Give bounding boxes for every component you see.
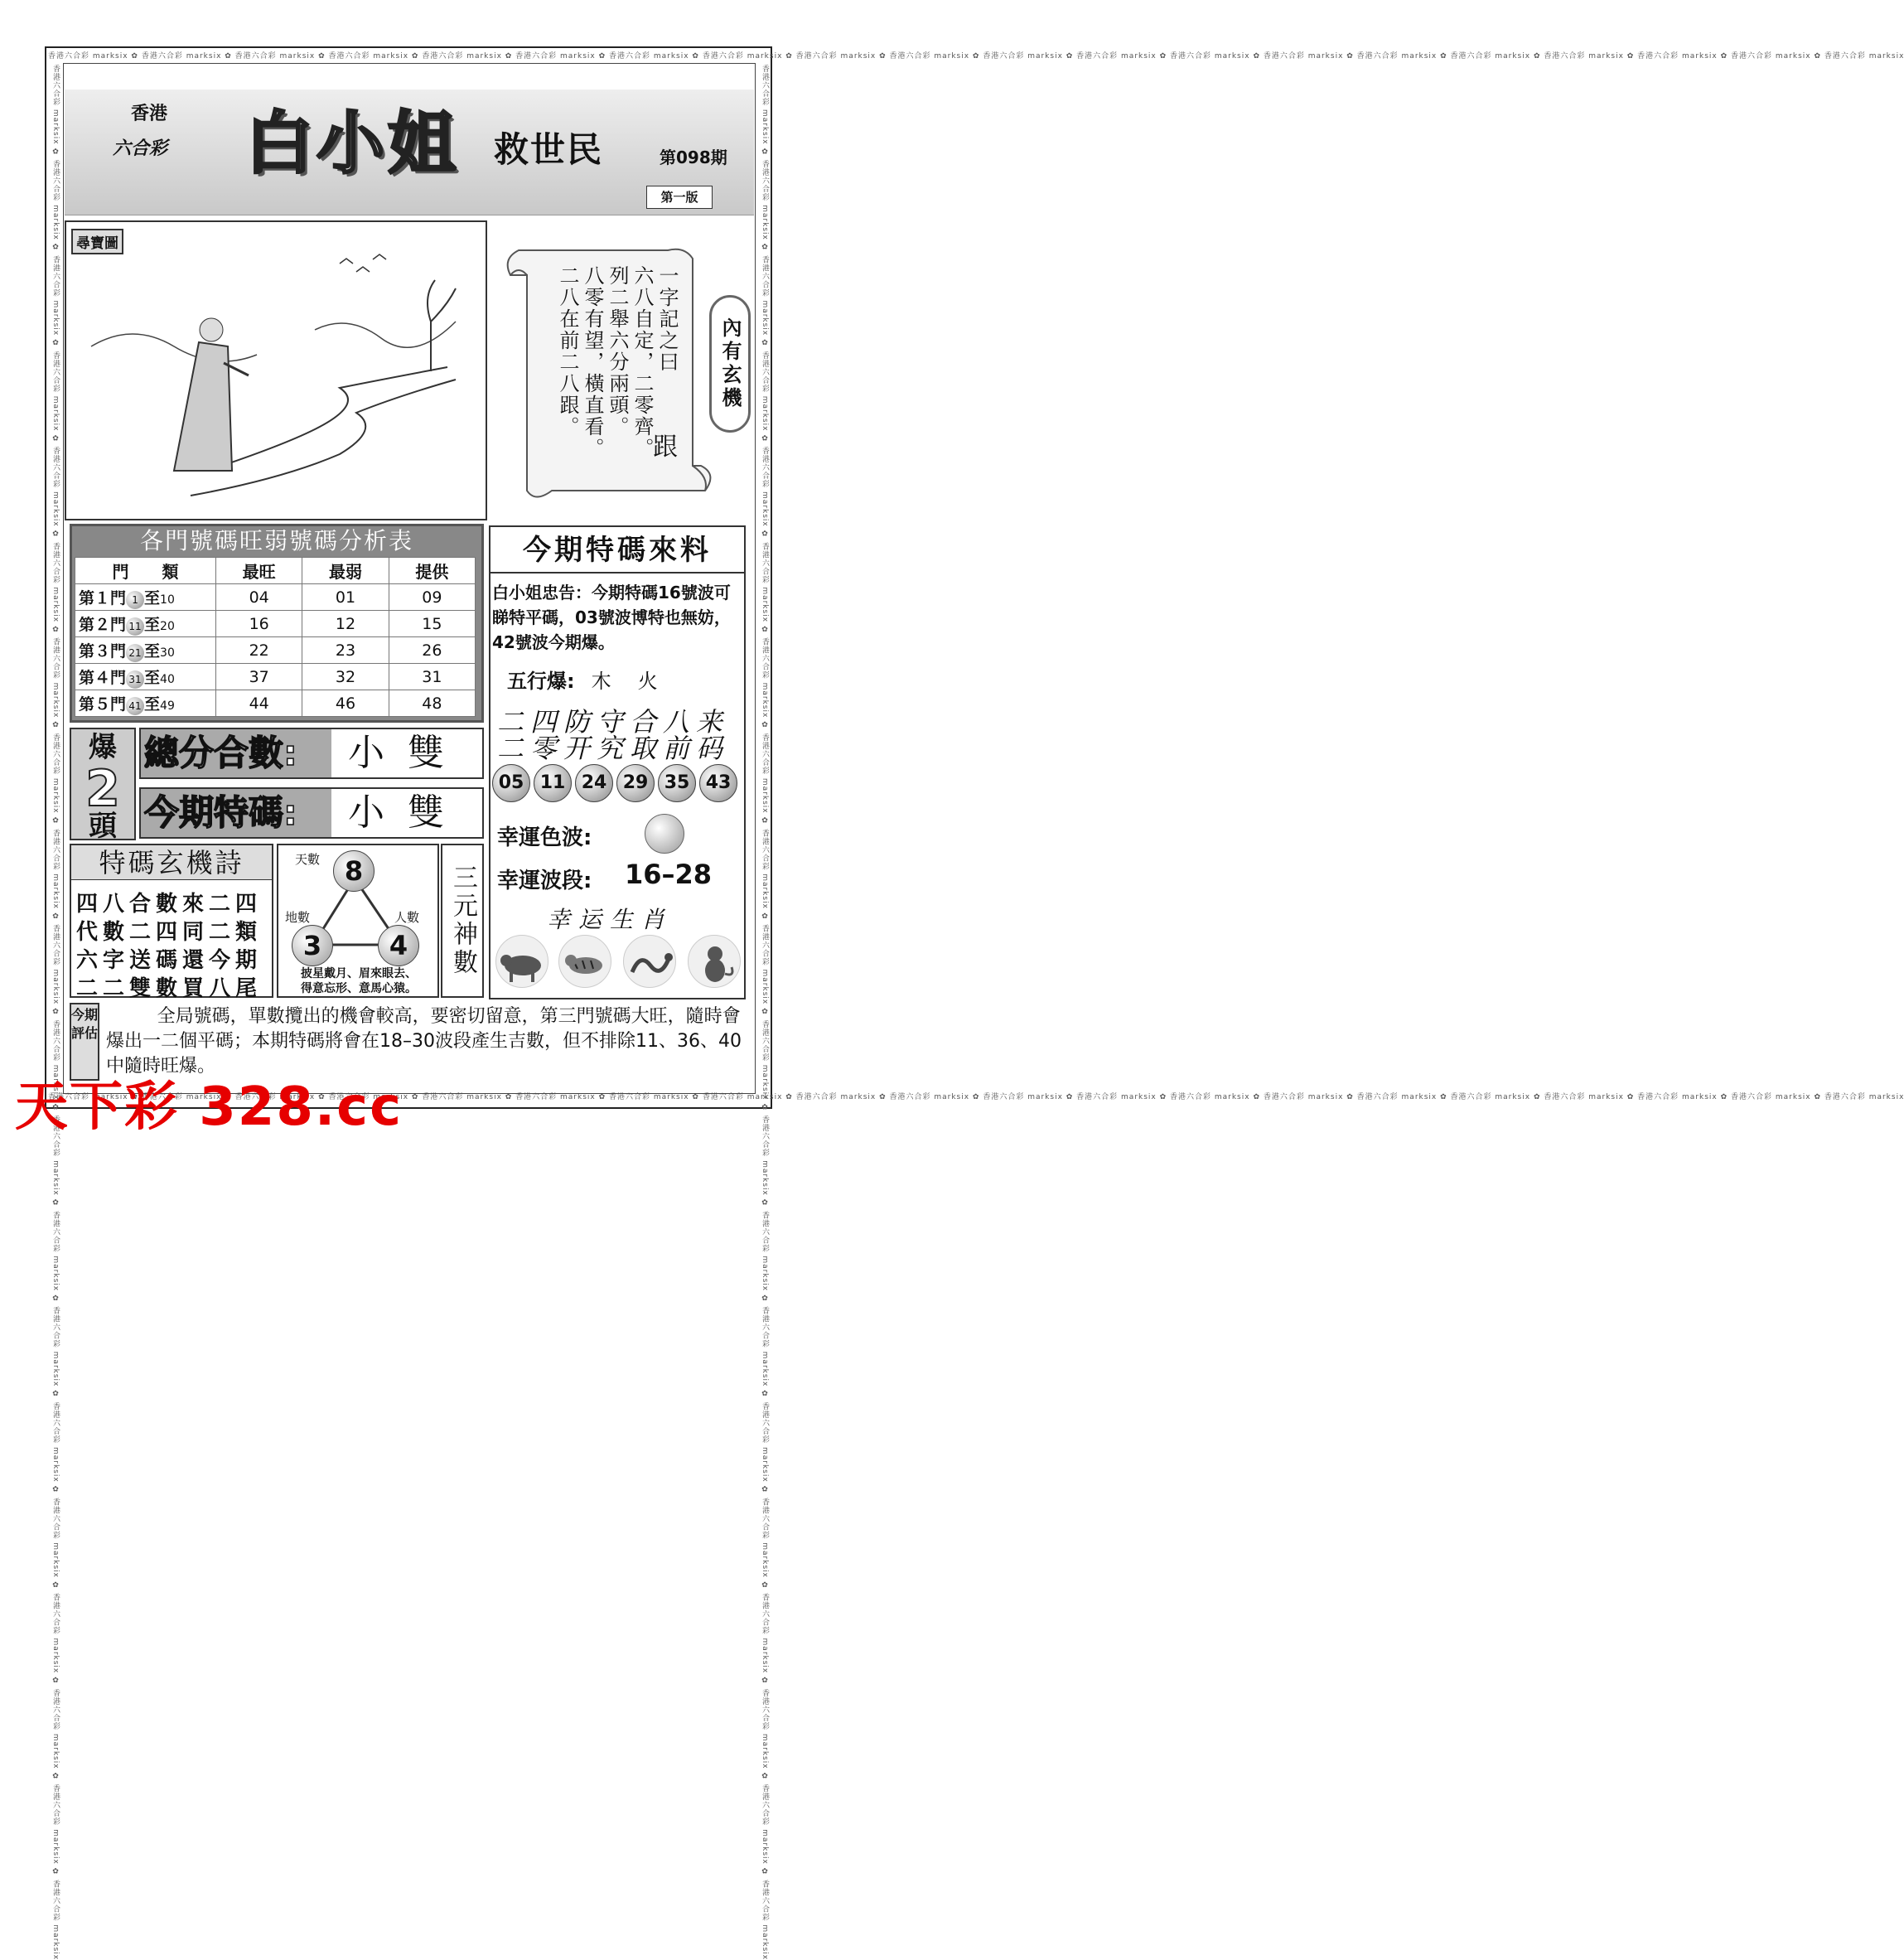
door-cell: 第１門 1 至10 xyxy=(75,584,216,611)
heaven-number-ball: 8 xyxy=(333,850,375,892)
hot-cell: 37 xyxy=(216,664,302,690)
poem-title: 特碼玄機詩 xyxy=(71,845,272,880)
door-cell: 第３門 21 至30 xyxy=(75,637,216,664)
cold-cell: 46 xyxy=(302,690,389,717)
number-ball: 29 xyxy=(616,764,655,802)
column-header: 最弱 xyxy=(302,558,389,584)
monkey-icon xyxy=(688,935,741,988)
poem-line: 代數二四同二類 xyxy=(76,920,263,945)
number-ball: 24 xyxy=(575,764,613,802)
range-start-ball: 1 xyxy=(126,591,144,609)
lucky-color-ball xyxy=(645,814,684,854)
hot-cell: 16 xyxy=(216,611,302,637)
pick-cell: 31 xyxy=(389,664,475,690)
picture-title: 尋寶圖 xyxy=(71,229,123,254)
human-number-label: 人數 xyxy=(394,910,420,925)
cold-cell: 23 xyxy=(302,637,389,664)
riddle-column-5: 二八在前二八跟。 xyxy=(556,265,579,438)
border-text: 香港六合彩 marksix ✿ 香港六合彩 marksix ✿ 香港六合彩 marksix ✿ 香港六合彩 marksix ✿ 香港六合彩 marksix ✿ 香港六合彩 marksix ✿ 香港六合彩 marksix ✿ 香港六合彩 marksix ✿ 香港六合彩 marksix ✿ 香港六合彩 marksix ✿ 香港六合彩 marksix ✿ 香港六合彩 marksix ✿ 香港六合彩 marksix ✿ 香港六合彩 marksix ✿ 香港六合彩 marksix ✿ 香港六合彩 marksix ✿ 香港六合彩 marksix ✿ 香港六合彩 marksix ✿ 香港六合彩 marksix ✿ 香港六合彩 marksix xyxy=(761,65,769,1960)
riddle-column-2: 六八自定，二零齊。 xyxy=(631,265,654,459)
riddle-column-3: 列二舉六分兩頭。 xyxy=(606,265,629,438)
hot-cell: 04 xyxy=(216,584,302,611)
tiger-icon xyxy=(558,935,611,988)
border-text: 香港六合彩 marksix ✿ 香港六合彩 marksix ✿ 香港六合彩 marksix ✿ 香港六合彩 marksix ✿ 香港六合彩 marksix ✿ 香港六合彩 marksix ✿ 香港六合彩 marksix ✿ 香港六合彩 marksix ✿ 香港六合彩 marksix ✿ 香港六合彩 marksix ✿ 香港六合彩 marksix ✿ 香港六合彩 marksix ✿ 香港六合彩 marksix ✿ 香港六合彩 marksix ✿ 香港六合彩 marksix ✿ 香港六合彩 marksix ✿ 香港六合彩 marksix ✿ 香港六合彩 marksix ✿ 香港六合彩 marksix ✿ 香港六合彩 marksix xyxy=(48,1093,1904,1101)
issue-number: 第098期 xyxy=(660,148,727,167)
number-ball: 43 xyxy=(699,764,737,802)
column-header: 最旺 xyxy=(216,558,302,584)
site-watermark: 天下彩 328.cc xyxy=(15,1077,404,1138)
lucky-color-label: 幸運色波: xyxy=(497,825,592,850)
triangle-caption: 披星戴月、眉來眼去、 得意忘形、意馬心猿。 xyxy=(301,967,417,995)
region-label: 香港 xyxy=(131,103,168,124)
total-sum-label: 總分合數: xyxy=(141,729,331,777)
riddle-end: 跟 xyxy=(653,433,678,462)
pick-cell: 09 xyxy=(389,584,475,611)
pick-cell: 48 xyxy=(389,690,475,717)
range-start-ball: 31 xyxy=(126,670,144,689)
advice-text: 白小姐忠告：今期特碼16號波可睇特平碼，03號波博特也無妨，42號波今期爆。 xyxy=(492,583,731,652)
recommended-numbers xyxy=(492,764,742,802)
lucky-zodiac-title: 幸运生肖 xyxy=(547,906,674,933)
special-number-label: 今期特碼: xyxy=(141,789,331,837)
lucky-range-value: 16–28 xyxy=(625,859,713,890)
scholar-figure xyxy=(174,318,249,471)
burst-two-badge: 爆 2 頭 xyxy=(70,728,136,840)
column-header: 提供 xyxy=(389,558,475,584)
border-strip-top xyxy=(48,50,1904,63)
border-strip-left xyxy=(48,65,61,1960)
five-elements-value: 木火 xyxy=(591,670,684,693)
slogan: 救世民 xyxy=(494,129,604,170)
total-sum-value: 小雙 xyxy=(333,729,482,777)
lottery-label: 六合彩 xyxy=(113,138,168,159)
table-row xyxy=(75,584,476,611)
riddle-column-4: 八零有望，橫直看。 xyxy=(581,265,604,459)
analysis-table xyxy=(75,557,476,717)
hot-cell: 44 xyxy=(216,690,302,717)
earth-number-label: 地數 xyxy=(285,910,311,925)
number-ball: 35 xyxy=(658,764,696,802)
table-row xyxy=(75,664,476,690)
hot-cell: 22 xyxy=(216,637,302,664)
special-number-box xyxy=(139,787,484,839)
special-number-value: 小雙 xyxy=(333,789,482,837)
lucky-range-label: 幸運波段: xyxy=(497,869,592,893)
three-elements-label: 三元神數 xyxy=(441,844,484,998)
hidden-clue-badge: 內有玄機 xyxy=(709,295,751,433)
cold-cell: 12 xyxy=(302,611,389,637)
number-ball: 11 xyxy=(534,764,572,802)
assessment-label: 今期評估 xyxy=(70,1003,99,1081)
door-cell: 第２門 11 至20 xyxy=(75,611,216,637)
handwritten-line: 二四防守合八来 xyxy=(497,706,730,738)
range-start-ball: 11 xyxy=(126,617,144,636)
border-text: 香港六合彩 marksix ✿ 香港六合彩 marksix ✿ 香港六合彩 marksix ✿ 香港六合彩 marksix ✿ 香港六合彩 marksix ✿ 香港六合彩 marksix ✿ 香港六合彩 marksix ✿ 香港六合彩 marksix ✿ 香港六合彩 marksix ✿ 香港六合彩 marksix ✿ 香港六合彩 marksix ✿ 香港六合彩 marksix ✿ 香港六合彩 marksix ✿ 香港六合彩 marksix ✿ 香港六合彩 marksix ✿ 香港六合彩 marksix ✿ 香港六合彩 marksix ✿ 香港六合彩 marksix ✿ 香港六合彩 marksix ✿ 香港六合彩 marksix xyxy=(48,52,1904,60)
earth-number-ball: 3 xyxy=(292,925,333,966)
range-start-ball: 21 xyxy=(126,644,144,662)
total-sum-box xyxy=(139,728,484,779)
dragon-icon xyxy=(623,935,676,988)
column-header: 門 類 xyxy=(75,558,216,584)
border-text: 香港六合彩 marksix ✿ 香港六合彩 marksix ✿ 香港六合彩 marksix ✿ 香港六合彩 marksix ✿ 香港六合彩 marksix ✿ 香港六合彩 marksix ✿ 香港六合彩 marksix ✿ 香港六合彩 marksix ✿ 香港六合彩 marksix ✿ 香港六合彩 marksix ✿ 香港六合彩 marksix ✿ 香港六合彩 marksix ✿ 香港六合彩 marksix ✿ 香港六合彩 marksix ✿ 香港六合彩 marksix ✿ 香港六合彩 marksix ✿ 香港六合彩 marksix ✿ 香港六合彩 marksix ✿ 香港六合彩 marksix ✿ 香港六合彩 marksix xyxy=(51,65,60,1960)
treasure-map-picture xyxy=(65,220,487,520)
landscape-illustration xyxy=(66,222,486,519)
door-cell: 第５門 41 至49 xyxy=(75,690,216,717)
number-ball: 05 xyxy=(492,764,530,802)
five-elements-label: 五行爆: xyxy=(507,670,575,693)
table-row xyxy=(75,690,476,717)
poem-line: 二二雙數買八尾 xyxy=(76,976,263,1001)
edition-badge: 第一版 xyxy=(646,186,713,209)
heaven-number-label: 天數 xyxy=(295,852,321,867)
range-start-ball: 41 xyxy=(126,697,144,715)
cold-cell: 01 xyxy=(302,584,389,611)
pick-cell: 26 xyxy=(389,637,475,664)
cold-cell: 32 xyxy=(302,664,389,690)
pick-cell: 15 xyxy=(389,611,475,637)
table-header-row xyxy=(75,558,476,584)
human-number-ball: 4 xyxy=(378,925,419,966)
assessment-text: 全局號碼，單數攬出的機會較高，要密切留意，第三門號碼大旺，隨時會爆出一二個平碼；本期特碼將會在18–30波段產生吉數，但不排除11、36、40中隨時旺爆。 xyxy=(106,1006,742,1077)
border-strip-right xyxy=(757,65,771,1960)
poem-line: 六字送碼還今期 xyxy=(76,948,263,973)
analysis-title: 各門號碼旺弱號碼分析表 xyxy=(139,527,413,554)
birds-icon xyxy=(340,254,386,272)
special-feed-title: 今期特碼來料 xyxy=(490,527,744,573)
handwritten-line: 二零开究取前码 xyxy=(497,733,730,764)
table-row xyxy=(75,637,476,664)
riddle-column-1: 一字記之曰 xyxy=(655,265,679,373)
brand-title: 白小姐 xyxy=(245,104,460,183)
table-row xyxy=(75,611,476,637)
door-cell: 第４門 31 至40 xyxy=(75,664,216,690)
poem-line: 四八合數來二四 xyxy=(76,892,263,917)
ox-icon xyxy=(495,935,548,988)
five-elements-row xyxy=(507,665,684,694)
